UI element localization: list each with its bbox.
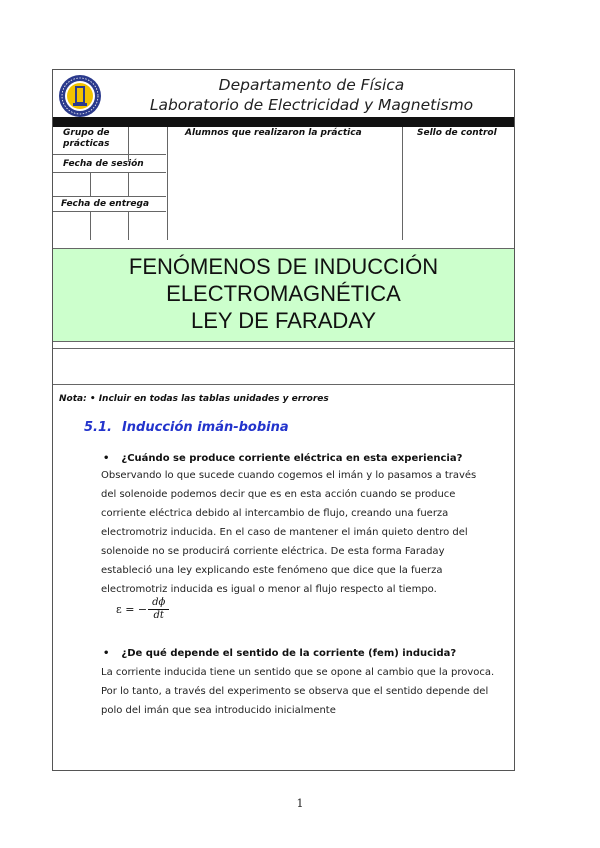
university-seal-logo [57, 74, 103, 118]
document-frame [52, 69, 515, 771]
grid-line [53, 196, 166, 197]
bullet-icon: • [103, 648, 110, 659]
grid-line [402, 127, 403, 240]
answer-line: Por lo tanto, a través del experimento se observa que el sentido depende del [101, 686, 489, 697]
grupo-label: Grupo de [63, 128, 110, 138]
grid-line [53, 348, 514, 349]
page-number: 1 [296, 797, 304, 810]
bullet-icon: • [103, 453, 110, 464]
answer-2 [101, 663, 497, 720]
section-title: Inducción imán-bobina [121, 420, 289, 435]
grid-line [128, 212, 129, 240]
title-line-2: ELECTROMAGNÉTICA [166, 281, 401, 306]
grid-line [90, 212, 91, 240]
grid-line [128, 173, 129, 197]
answer-line: corriente eléctrica debido al intercambio de flujo, creando una fuerza [101, 508, 449, 519]
question-1-text: ¿Cuándo se produce corriente eléctrica en esta experiencia? [121, 453, 463, 464]
answer-line: electromotriz inducida. En el caso de mantener el imán quieto dentro del [101, 527, 468, 538]
nota-text: Nota: • Incluir en todas las tablas unidades y errores [59, 394, 329, 404]
laboratory-name: Laboratorio de Electricidad y Magnetismo [149, 96, 474, 114]
question-2-text: ¿De qué depende el sentido de la corriente (fem) inducida? [121, 648, 457, 659]
answer-line: solenoide no se producirá corriente eléctrica. De esta forma Faraday [101, 546, 445, 557]
answer-line: Observando lo que sucede cuando cogemos el imán y lo pasamos a través [101, 470, 477, 481]
grid-line [53, 154, 166, 155]
formula-numerator: dϕ [152, 597, 166, 608]
header-divider-bar [53, 117, 514, 127]
formula-lhs: ε = − [116, 603, 148, 616]
grid-line [53, 211, 166, 212]
faraday-formula [116, 597, 167, 622]
grid-line [128, 127, 129, 162]
section-number: 5.1. [84, 420, 112, 435]
fecha-entrega-label: Fecha de entrega [61, 199, 150, 209]
title-line-1: FENÓMENOS DE INDUCCIÓN [128, 254, 439, 279]
formula-fraction [150, 597, 167, 622]
answer-line: del solenoide podemos decir que es en esta acción cuando se produce [101, 489, 456, 500]
answer-line: polo del imán que sea introducido inicialmente [101, 705, 336, 716]
grupo-label-2: prácticas [63, 139, 110, 149]
answer-line: electromotriz inducida es igual o menor al flujo respecto al tiempo. [101, 584, 437, 595]
question-2 [103, 648, 456, 659]
fecha-sesion-label: Fecha de sesión [63, 159, 144, 169]
sello-label: Sello de control [417, 128, 497, 138]
answer-line: La corriente inducida tiene un sentido que se opone al cambio que la provoca. [101, 667, 495, 678]
grid-line [167, 127, 168, 240]
alumnos-label: Alumnos que realizaron la práctica [185, 128, 362, 138]
department-name: Departamento de Física [218, 76, 405, 94]
grid-line [90, 173, 91, 197]
section-heading [84, 420, 289, 435]
question-1 [103, 453, 462, 464]
answer-line: estableció una ley explicando este fenómeno que dice que la fuerza [101, 565, 443, 576]
answer-1 [101, 466, 497, 599]
grid-line [53, 172, 166, 173]
grid-line [53, 384, 514, 385]
title-box [53, 248, 514, 342]
formula-denominator: dt [153, 610, 164, 621]
title-line-3: LEY DE FARADAY [190, 308, 377, 333]
